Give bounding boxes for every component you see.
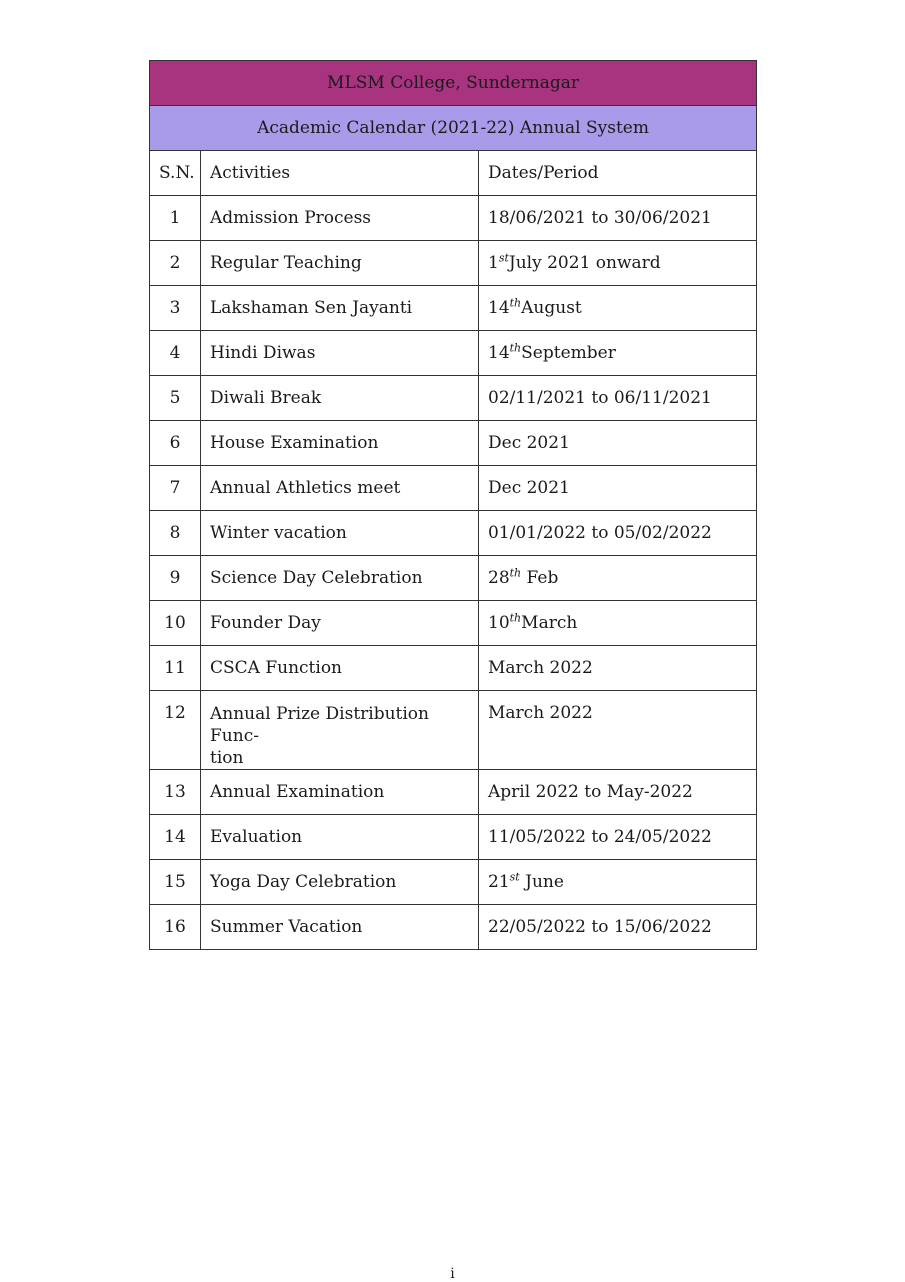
row-date: April 2022 to May-2022 [479, 770, 757, 815]
row-sn: 11 [150, 646, 201, 691]
table-row [150, 511, 757, 556]
row-sn: 14 [150, 815, 201, 860]
row-activity [201, 691, 479, 770]
header-sn: S.N. [150, 151, 201, 196]
header-activities: Activities [201, 151, 479, 196]
row-activity: Annual Examination [201, 770, 479, 815]
row-sn: 6 [150, 421, 201, 466]
row-activity: Winter vacation [201, 511, 479, 556]
date-ordinal: th [509, 611, 522, 625]
table-row [150, 241, 757, 286]
row-date: 18/06/2021 to 30/06/2021 [479, 196, 757, 241]
row-activity: Summer Vacation [201, 905, 479, 950]
row-date [479, 286, 757, 331]
row-date [479, 601, 757, 646]
row-date [479, 331, 757, 376]
academic-calendar-table [149, 60, 757, 950]
row-date: 02/11/2021 to 06/11/2021 [479, 376, 757, 421]
row-activity: House Examination [201, 421, 479, 466]
table-row [150, 331, 757, 376]
row-activity: CSCA Function [201, 646, 479, 691]
row-date: 22/05/2022 to 15/06/2022 [479, 905, 757, 950]
table-row [150, 196, 757, 241]
table-subtitle: Academic Calendar (2021-22) Annual System [150, 106, 757, 151]
row-sn: 4 [150, 331, 201, 376]
date-number: 10 [488, 613, 510, 633]
header-dates: Dates/Period [479, 151, 757, 196]
row-sn: 8 [150, 511, 201, 556]
table-row [150, 421, 757, 466]
table-row [150, 466, 757, 511]
date-number: 21 [488, 872, 510, 892]
date-ordinal: th [509, 296, 522, 310]
row-sn: 9 [150, 556, 201, 601]
activity-line: tion [210, 748, 244, 768]
table-title: MLSM College, Sundernagar [150, 61, 757, 106]
row-activity: Admission Process [201, 196, 479, 241]
activity-line: Annual Prize Distribution Func- [210, 704, 429, 746]
date-number: 1 [488, 253, 499, 273]
table-row [150, 286, 757, 331]
date-ordinal: st [498, 251, 509, 265]
date-text: June [519, 872, 564, 892]
date-number: 14 [488, 298, 510, 318]
row-date [479, 860, 757, 905]
date-number: 28 [488, 568, 510, 588]
date-text: August [521, 298, 582, 318]
date-text: March [521, 613, 578, 633]
date-number: 14 [488, 343, 510, 363]
row-date: 11/05/2022 to 24/05/2022 [479, 815, 757, 860]
row-sn: 5 [150, 376, 201, 421]
row-sn: 2 [150, 241, 201, 286]
row-sn: 13 [150, 770, 201, 815]
table-row [150, 601, 757, 646]
row-date: 01/01/2022 to 05/02/2022 [479, 511, 757, 556]
date-ordinal: th [509, 341, 522, 355]
table-row [150, 646, 757, 691]
row-sn: 15 [150, 860, 201, 905]
row-date [479, 556, 757, 601]
row-sn: 12 [150, 691, 201, 770]
table-row [150, 376, 757, 421]
header-row [150, 151, 757, 196]
table-row [150, 815, 757, 860]
date-text: Feb [521, 568, 559, 588]
row-activity: Regular Teaching [201, 241, 479, 286]
date-text: July 2021 onward [508, 253, 661, 273]
row-sn: 7 [150, 466, 201, 511]
page-number: i [450, 1266, 455, 1282]
row-date: March 2022 [479, 691, 757, 770]
row-sn: 16 [150, 905, 201, 950]
table-row [150, 691, 757, 770]
row-sn: 3 [150, 286, 201, 331]
title-row [150, 61, 757, 106]
table-row [150, 770, 757, 815]
row-sn: 10 [150, 601, 201, 646]
row-date: Dec 2021 [479, 421, 757, 466]
row-activity: Annual Athletics meet [201, 466, 479, 511]
row-activity: Hindi Diwas [201, 331, 479, 376]
table-row [150, 860, 757, 905]
table-row [150, 905, 757, 950]
row-activity: Founder Day [201, 601, 479, 646]
row-date: Dec 2021 [479, 466, 757, 511]
date-ordinal: th [509, 566, 522, 580]
subtitle-row [150, 106, 757, 151]
row-activity: Diwali Break [201, 376, 479, 421]
row-sn: 1 [150, 196, 201, 241]
row-activity: Yoga Day Celebration [201, 860, 479, 905]
row-date [479, 241, 757, 286]
table-row [150, 556, 757, 601]
row-activity: Evaluation [201, 815, 479, 860]
row-date: March 2022 [479, 646, 757, 691]
date-text: September [521, 343, 616, 363]
date-ordinal: st [509, 870, 520, 884]
row-activity: Science Day Celebration [201, 556, 479, 601]
row-activity: Lakshaman Sen Jayanti [201, 286, 479, 331]
